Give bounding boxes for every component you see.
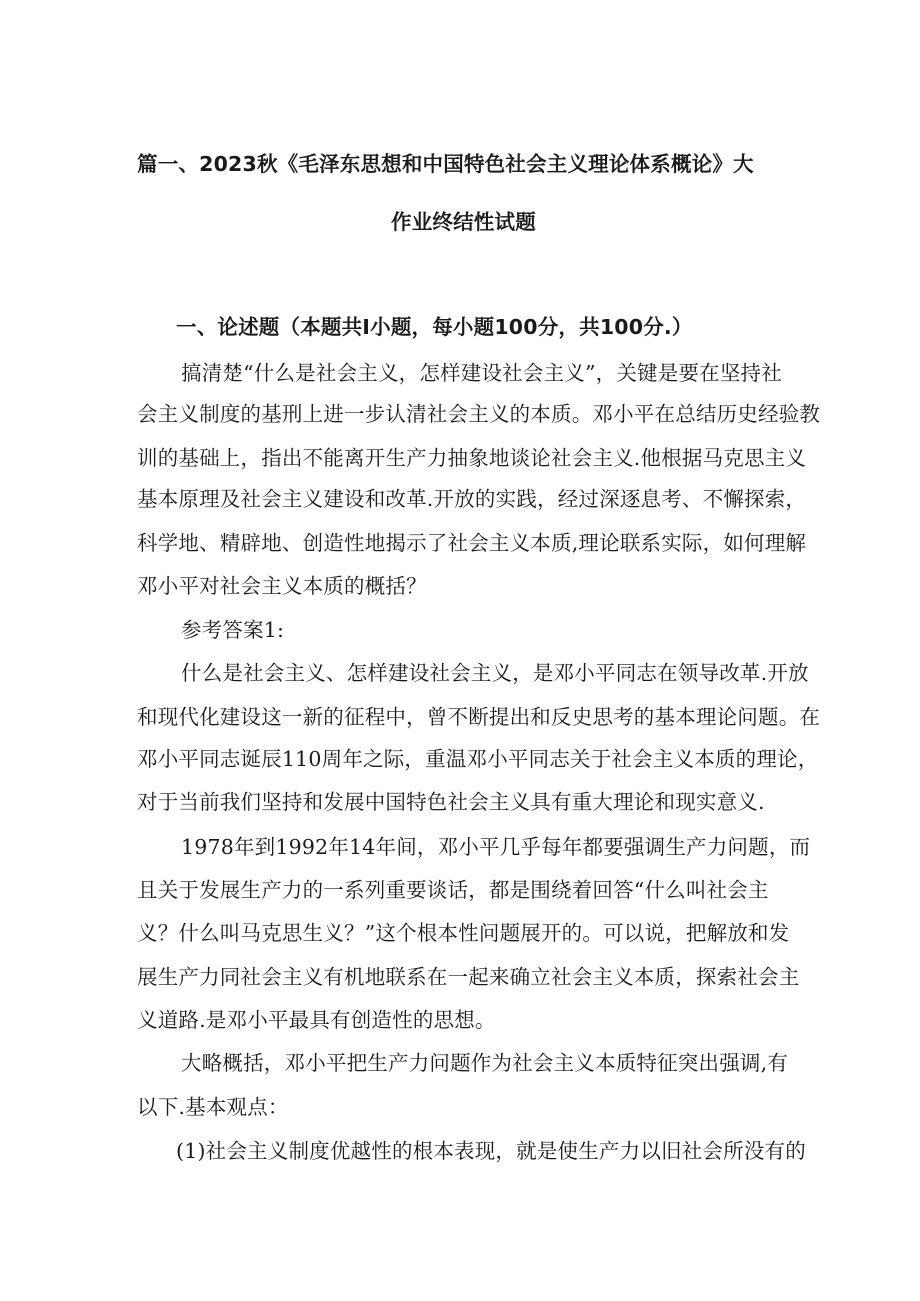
section-heading: 一、论述题（本题共I小题，每小题100分，共100分.） [176, 315, 693, 339]
answer-paragraph-line: 义？什么叫马克思生义？”这个根本性问题展开的。可以说，把解放和发 [137, 921, 790, 945]
question-line: 邓小平对社会主义本质的概括？ [137, 574, 427, 598]
document-title-line-1: 篇一、2023秋《毛泽东思想和中国特色社会主义理论体系概论》大 [137, 152, 754, 176]
question-line: 训的基础上，指出不能离开生产力抽象地谈论社会主义.他根据马克思主义 [137, 446, 807, 470]
answer-paragraph-line: 和现代化建设这一新的征程中，曾不断提出和反史思考的基本理论问题。在 [137, 705, 821, 729]
answer-paragraph-line: 对于当前我们坚持和发展中国特色社会主义具有重大理论和现实意义. [137, 790, 765, 814]
question-line: 搞清楚“什么是社会主义，怎样建设社会主义”，关键是要在坚持社 [181, 361, 782, 385]
answer-label: 参考答案1: [181, 618, 285, 642]
answer-paragraph-line: 义道路.是邓小平最具有创造性的思想。 [137, 1008, 496, 1032]
question-line: 基本原理及社会主义建设和改革.开放的实践，经过深逐息考、不懈探索， [137, 487, 807, 511]
question-line: 科学地、精辟地、创造性地揭示了社会主义本质,理论联系实际，如何理解 [137, 531, 807, 555]
question-line: 会主义制度的基刑上进一步认清社会主义的本质。邓小平在总结历史经验教 [137, 402, 821, 426]
answer-paragraph-line: 邓小平同志诞辰110周年之际，重温邓小平同志关于社会主义本质的理论， [137, 747, 819, 771]
answer-paragraph-line: 展生产力同社会主义有机地联系在一起来确立社会主义本质，探索社会主 [137, 965, 800, 989]
answer-paragraph-line: (1)社会主义制度优越性的根本表现，就是使生产力以旧社会所没有的 [176, 1139, 806, 1163]
answer-paragraph-line: 1978年到1992年14年间，邓小平几乎每年都要强调生产力问题，而 [181, 835, 811, 859]
answer-paragraph-line: 什么是社会主义、怎样建设社会主义，是邓小平同志在领导改革.开放 [181, 661, 809, 685]
answer-paragraph-line: 以下.基本观点： [137, 1095, 289, 1119]
document-title-line-2: 作业终结性试题 [391, 210, 536, 234]
answer-paragraph-line: 大略概括，邓小平把生产力问题作为社会主义本质特征突出强调,有 [181, 1051, 789, 1075]
answer-paragraph-line: 且关于发展生产力的一系列重要谈话，都是围绕着回答“什么叫社会主 [137, 878, 769, 902]
